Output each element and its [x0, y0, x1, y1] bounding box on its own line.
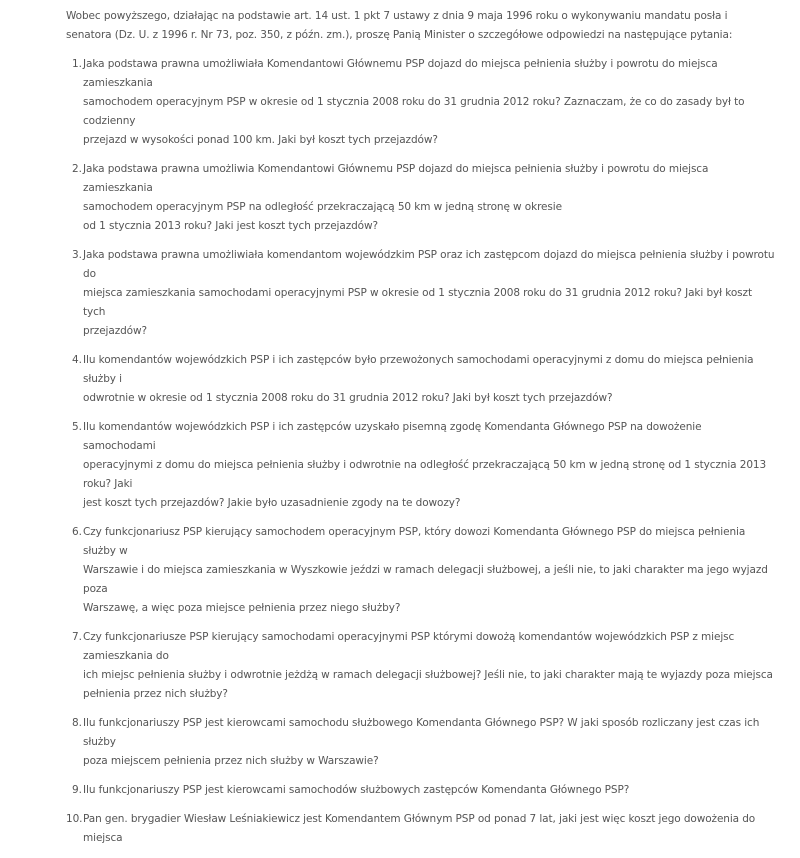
questions-list — [66, 55, 776, 858]
question-number: 10. — [66, 813, 83, 825]
question-number: 2. — [72, 163, 82, 175]
question-number: 9. — [72, 784, 82, 796]
question-item — [66, 523, 776, 618]
question-text: Pan gen. brygadier Wiesław Leśniakiewicz jest Komendantem Głównym PSP od ponad 7 lat, jaki jest więc koszt jego dowożenia do miejsca — [83, 813, 756, 844]
question-number: 5. — [72, 421, 82, 433]
question-text: Ilu komendantów wojewódzkich PSP i ich zastępców uzyskało pisemną zgodę Komendanta Głównego PSP na dowożenie samochodami operacyjnymi z domu do miejsca pełnienia służby i odwrotnie na odległość przekraczającą 50 km w jedną stronę od 1 stycznia 2013 roku? Jaki jest koszt tych przejazdów? Jakie było uzasadnienie zgody na te dowozy? — [83, 421, 767, 509]
question-text: Czy funkcjonariusze PSP kierujący samochodami operacyjnymi PSP którymi dowożą komendantów wojewódzkich PSP z miejsc zamieszkania do ich miejsc pełnienia służby i odwrotnie jeżdżą w ramach delegacji służbowej? Jeśli nie, to jaki charakter mają te wyjazdy poza miejsca pełnienia przez nich służby? — [83, 631, 773, 700]
question-number: 7. — [72, 631, 82, 643]
question-number: 4. — [72, 354, 82, 366]
question-item — [66, 55, 776, 150]
intro-paragraph: Wobec powyższego, działając na podstawie art. 14 ust. 1 pkt 7 ustawy z dnia 9 maja 1996 roku o wykonywaniu mandatu posła i senatora (Dz. U. z 1996 r. Nr 73, poz. 350, z późn. zm.), proszę Panią Minister o szczegółowe odpowiedzi na następujące pytania: — [66, 10, 733, 41]
question-item — [66, 246, 776, 341]
question-number: 8. — [72, 717, 82, 729]
question-item — [66, 351, 776, 408]
question-text: Jaka podstawa prawna umożliwia Komendantowi Głównemu PSP dojazd do miejsca pełnienia służby i powrotu do miejsca zamieszkania samochodem operacyjnym PSP na odległość przekraczającą 50 km w jedną stronę w okresie od 1 stycznia 2013 roku? Jaki jest koszt tych przejazdów? — [83, 163, 709, 232]
question-item — [66, 628, 776, 704]
question-item — [66, 810, 776, 848]
question-item — [66, 714, 776, 771]
question-item — [66, 781, 776, 800]
question-number: 1. — [72, 58, 82, 70]
question-text: Ilu komendantów wojewódzkich PSP i ich zastępców było przewożonych samochodami operacyjnymi z domu do miejsca pełnienia służby i odwrotnie w okresie od 1 stycznia 2008 roku do 31 grudnia 2012 roku? Jaki był koszt tych przejazdów? — [83, 354, 754, 404]
question-text: Jaka podstawa prawna umożliwiała komendantom wojewódzkim PSP oraz ich zastępcom dojazd do miejsca pełnienia służby i powrotu do miejsca zamieszkania samochodami operacyjnymi PSP w okresie od 1 stycznia 2008 roku do 31 grudnia 2012 roku? Jaki był koszt tych przejazdów? — [83, 249, 775, 337]
question-text: Ilu funkcjonariuszy PSP jest kierowcami samochodów służbowych zastępców Komendanta Głównego PSP? — [83, 784, 630, 796]
question-number: 3. — [72, 249, 82, 261]
question-text: Jaka podstawa prawna umożliwiała Komendantowi Głównemu PSP dojazd do miejsca pełnienia służby i powrotu do miejsca zamieszkania samochodem operacyjnym PSP w okresie od 1 stycznia 2008 roku do 31 grudnia 2012 roku? Zaznaczam, że co do zasady był to codzienny przejazd w wysokości ponad 100 km. Jaki był koszt tych przejazdów? — [83, 58, 745, 146]
question-text: Ilu funkcjonariuszy PSP jest kierowcami samochodu służbowego Komendanta Głównego PSP? W jaki sposób rozliczany jest czas ich służby poza miejscem pełnienia przez nich służby w Warszawie? — [83, 717, 760, 767]
question-item — [66, 160, 776, 236]
question-number: 6. — [72, 526, 82, 538]
question-item — [66, 418, 776, 513]
question-text: Czy funkcjonariusz PSP kierujący samochodem operacyjnym PSP, który dowozi Komendanta Głównego PSP do miejsca pełnienia służby w Warszawie i do miejsca zamieszkania w Wyszkowie jeździ w ramach delegacji służbowej, a jeśli nie, to jaki charakter ma jego wyjazd poza Warszawę, a więc poza miejsce pełnienia przez niego służby? — [83, 526, 768, 614]
